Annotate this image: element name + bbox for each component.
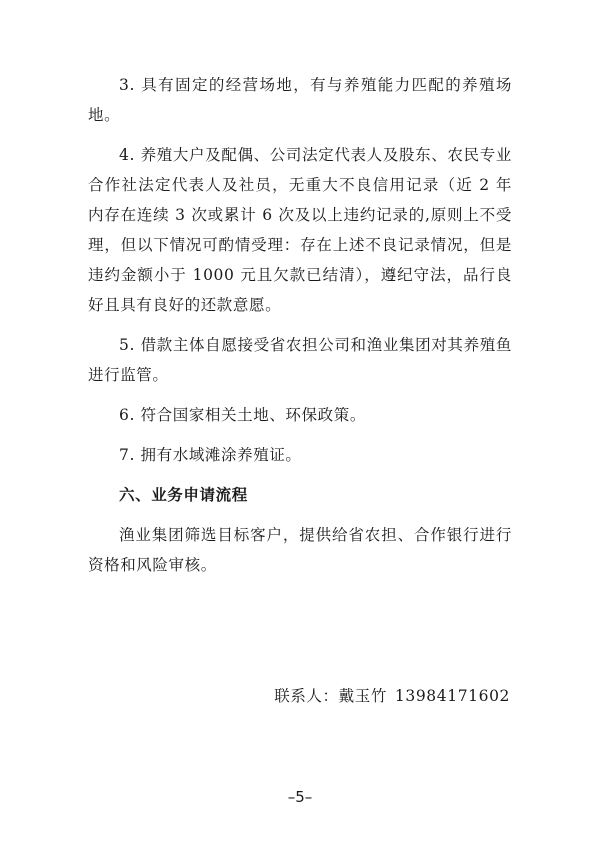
section-6-body: 渔业集团筛选目标客户，提供给省农担、合作银行进行资格和风险审核。 (88, 526, 512, 574)
paragraph-5: 5. 借款主体自愿接受省农担公司和渔业集团对其养殖鱼进行监管。 (88, 336, 512, 384)
document-body (88, 70, 512, 580)
paragraph-6: 6. 符合国家相关土地、环保政策。 (119, 406, 366, 424)
paragraph-7: 7. 拥有水域滩涂养殖证。 (119, 446, 302, 464)
contact-label: 联系人：戴玉竹 (274, 687, 387, 705)
contact-line (274, 684, 510, 706)
paragraph-3: 3. 具有固定的经营场地，有与养殖能力匹配的养殖场地。 (88, 76, 512, 124)
page-number: –5– (287, 788, 313, 806)
section-6-heading: 六、业务申请流程 (119, 486, 248, 504)
contact-phone: 13984171602 (394, 687, 510, 705)
paragraph-4: 4. 养殖大户及配偶、公司法定代表人及股东、农民专业合作社法定代表人及社员，无重大不良信用记录（近 2 年内存在连续 3 次或累计 6 次及以上违约记录的,原则上不受理，但以下情况可酌情受理：存在上述不良记录情况，但是违约金额小于 1000 元且欠款已结清），遵纪守法，品行良好且具有良好的还款意愿。 (88, 146, 512, 314)
